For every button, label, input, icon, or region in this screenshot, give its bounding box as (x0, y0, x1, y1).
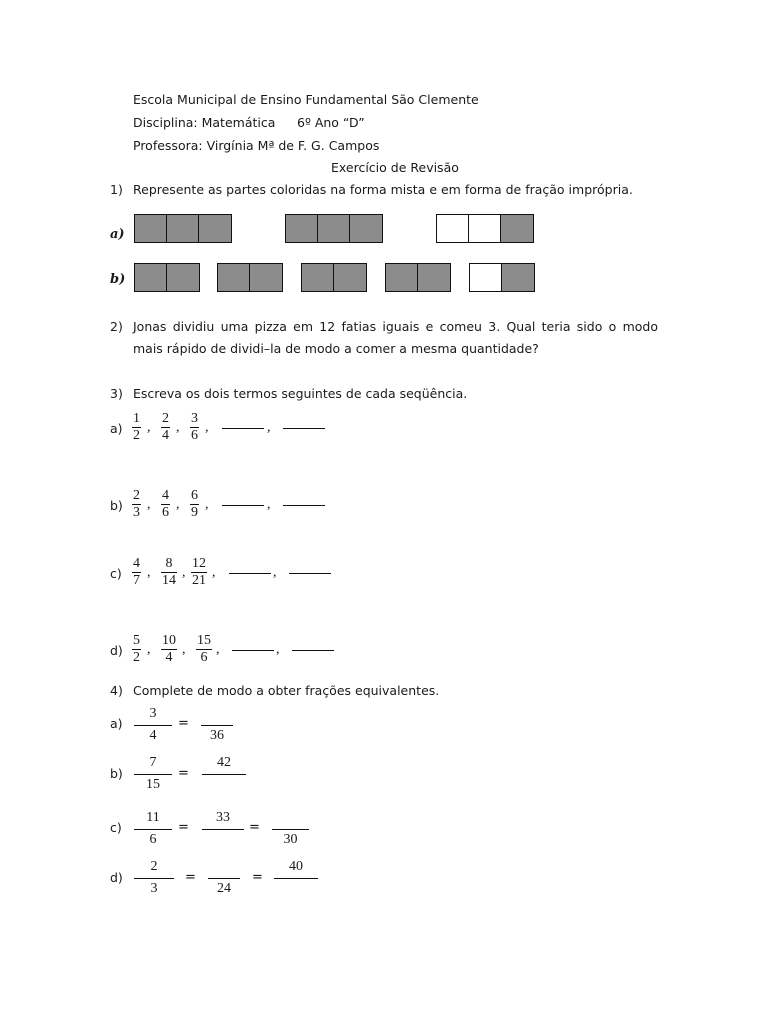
q1-number: 1) (110, 182, 123, 197)
shaded-cell (199, 215, 231, 242)
q1-a-bar-1 (134, 214, 232, 243)
q1-b-bar-2 (217, 263, 283, 292)
exercise-title: Exercício de Revisão (331, 160, 459, 175)
q3c-fraction-3: $\frac{12}{21}$ (192, 556, 206, 588)
q4-text: Complete de modo a obter frações equivalentes. (133, 683, 440, 698)
empty-cell (437, 215, 469, 242)
q2-number: 2) (110, 319, 123, 334)
shaded-cell (302, 264, 334, 291)
q1-text: Represente as partes coloridas na forma mista e em forma de fração imprópria. (133, 182, 633, 197)
shaded-cell (135, 264, 167, 291)
q3b-fraction-1: $\frac{2}{3}$ (133, 488, 140, 520)
q4c-fraction-3[interactable]: 30 (272, 810, 309, 850)
shaded-cell (167, 215, 199, 242)
q2-line2: mais rápido de dividi–la de modo a comer a mesma quantidade? (133, 341, 539, 356)
empty-cell (469, 215, 501, 242)
q3d-fraction-3: $\frac{15}{6}$ (197, 633, 211, 665)
q3b-fraction-3: $\frac{6}{9}$ (191, 488, 198, 520)
q3a-blank-2[interactable] (283, 428, 325, 429)
q3b-fraction-2: $\frac{4}{6}$ (162, 488, 169, 520)
q1-b-bar-3 (301, 263, 367, 292)
q3d-blank-1[interactable] (232, 650, 274, 651)
shaded-cell (386, 264, 418, 291)
discipline: Disciplina: Matemática (133, 115, 276, 130)
q3c-blank-2[interactable] (289, 573, 331, 574)
q1-a-bar-3 (436, 214, 534, 243)
shaded-cell (318, 215, 350, 242)
shaded-cell (135, 215, 167, 242)
q4b-fraction-1: 7 15 (134, 755, 172, 795)
q3c-fraction-1: $\frac{4}{7}$ (133, 556, 140, 588)
q3a-fraction-3: $\frac{3}{6}$ (191, 411, 198, 443)
teacher: Professora: Virgínia Mª de F. G. Campos (133, 138, 380, 153)
q3-number: 3) (110, 386, 123, 401)
shaded-cell (501, 215, 533, 242)
q3c-fraction-2: $\frac{8}{14}$ (162, 556, 176, 588)
q3-text: Escreva os dois termos seguintes de cada seqüência. (133, 386, 468, 401)
q1-label-a: a) (110, 227, 125, 242)
q3c-blank-1[interactable] (229, 573, 271, 574)
q1-b-bar-5 (469, 263, 535, 292)
q3b-blank-2[interactable] (283, 505, 325, 506)
shaded-cell (286, 215, 318, 242)
q3b-blank-1[interactable] (222, 505, 264, 506)
q4d-fraction-2[interactable]: 24 (208, 859, 240, 899)
shaded-cell (334, 264, 366, 291)
shaded-cell (218, 264, 250, 291)
q4c-label: c) (110, 820, 122, 835)
shaded-cell (418, 264, 450, 291)
shaded-cell (350, 215, 382, 242)
q4c-fraction-1: 11 6 (134, 810, 172, 850)
q1-b-bar-1 (134, 263, 200, 292)
q4d-label: d) (110, 870, 123, 885)
q4a-fraction-2[interactable]: 36 (201, 706, 233, 746)
q1-b-bar-4 (385, 263, 451, 292)
q3c-label: c) (110, 566, 122, 581)
q4a-label: a) (110, 716, 123, 731)
q3b-label: b) (110, 498, 123, 513)
q2-line1: Jonas dividiu uma pizza em 12 fatias iguais e comeu 3. Qual teria sido o modo (133, 319, 658, 334)
q3d-fraction-2: $\frac{10}{4}$ (162, 633, 176, 665)
q4d-fraction-1: 2 3 (134, 859, 174, 899)
shaded-cell (250, 264, 282, 291)
q1-label-b: b) (110, 272, 126, 287)
grade: 6º Ano “D” (297, 115, 365, 130)
q4a-fraction-1: 3 4 (134, 706, 172, 746)
shaded-cell (167, 264, 199, 291)
q3a-fraction-2: $\frac{2}{4}$ (162, 411, 169, 443)
q3a-blank-1[interactable] (222, 428, 264, 429)
q3a-fraction-1: $\frac{1}{2}$ (133, 411, 140, 443)
empty-cell (470, 264, 502, 291)
q4-number: 4) (110, 683, 123, 698)
q4c-fraction-2[interactable]: 33 (202, 810, 244, 850)
shaded-cell (502, 264, 534, 291)
q4b-label: b) (110, 766, 123, 781)
q3d-fraction-1: $\frac{5}{2}$ (133, 633, 140, 665)
q4b-fraction-2[interactable]: 42 (202, 755, 246, 795)
q3a-label: a) (110, 421, 123, 436)
school-name: Escola Municipal de Ensino Fundamental São Clemente (133, 92, 479, 107)
q1-a-bar-2 (285, 214, 383, 243)
q4d-fraction-3[interactable]: 40 (274, 859, 318, 899)
q3d-blank-2[interactable] (292, 650, 334, 651)
q3d-label: d) (110, 643, 123, 658)
